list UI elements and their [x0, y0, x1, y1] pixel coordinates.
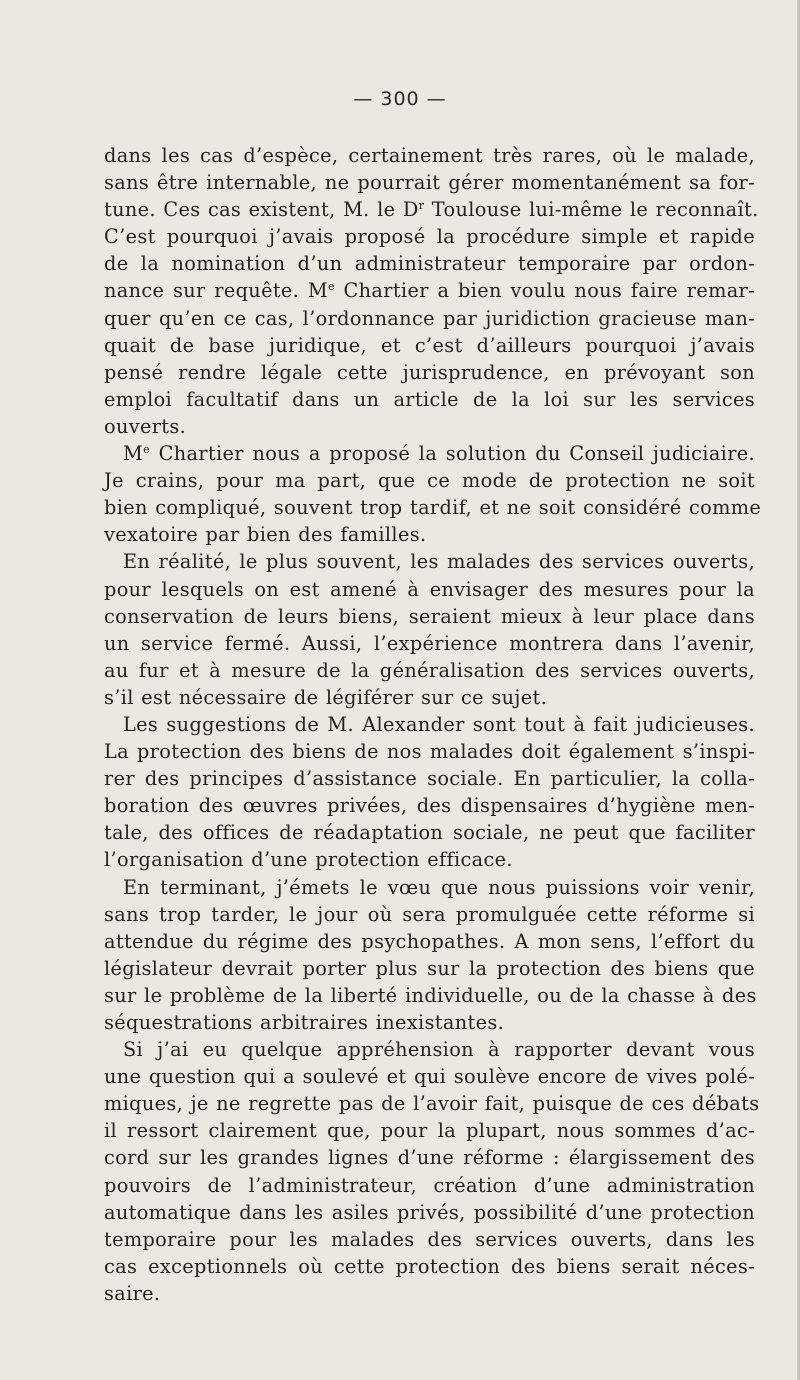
- text-line: pour lesquels on est amené à envisager des mesures pour la: [104, 577, 755, 601]
- text-line: de la nomination d’un administrateur temporaire par ordon-: [104, 252, 755, 276]
- text-line: l’organisation d’une protection efficace.: [104, 848, 513, 872]
- text-line: quer qu’en ce cas, l’ordonnance par juridiction gracieuse man-: [104, 306, 755, 330]
- text-line: au fur et à mesure de la généralisation des services ouverts,: [104, 658, 755, 682]
- text-line: attendue du régime des psychopathes. A mon sens, l’effort du: [104, 929, 755, 953]
- text-line: miques, je ne regrette pas de l’avoir fait, puisque de ces débats: [104, 1092, 760, 1116]
- text-line: tale, des offices de réadaptation sociale, ne peut que faciliter: [104, 821, 755, 845]
- text-line: La protection des biens de nos malades doit également s’inspi-: [104, 740, 755, 764]
- text-line: automatique dans les asiles privés, possibilité d’une protection: [104, 1200, 755, 1224]
- text-line: conservation de leurs biens, seraient mieux à leur place dans: [104, 604, 755, 628]
- body-text: [104, 142, 762, 1307]
- text-line: emploi facultatif dans un article de la loi sur les services: [104, 387, 755, 411]
- text-line: pouvoirs de l’administrateur, création d’une administration: [104, 1173, 755, 1197]
- text-line: législateur devrait porter plus sur la protection des biens que: [104, 956, 755, 980]
- text-line: dans les cas d’espèce, certainement très rares, où le malade,: [104, 144, 755, 167]
- text-line: En réalité, le plus souvent, les malades des services ouverts,: [123, 550, 755, 574]
- text-line: En terminant, j’émets le vœu que nous puissions voir venir,: [123, 875, 755, 899]
- text-line: rer des principes d’assistance sociale. En particulier, la colla-: [104, 767, 755, 791]
- text-line: sans trop tarder, le jour où sera promulguée cette réforme si: [104, 902, 755, 926]
- text-line: pensé rendre légale cette jurisprudence, en prévoyant son: [104, 360, 755, 384]
- text-line: Je crains, pour ma part, que ce mode de protection ne soit: [104, 469, 755, 493]
- text-line: nance sur requête. Me Chartier a bien voulu nous faire remar-: [104, 279, 755, 303]
- text-line: Me Chartier nous a proposé la solution du Conseil judiciaire.: [123, 442, 755, 466]
- text-line: il ressort clairement que, pour la plupart, nous sommes d’ac-: [104, 1119, 755, 1143]
- text-line: sur le problème de la liberté individuelle, ou de la chasse à des: [104, 983, 757, 1007]
- text-line: cord sur les grandes lignes d’une réforme : élargissement des: [104, 1146, 755, 1170]
- text-line: Si j’ai eu quelque appréhension à rapporter devant vous: [123, 1038, 755, 1062]
- text-line: temporaire pour les malades des services ouverts, dans les: [104, 1227, 755, 1251]
- text-line: boration des œuvres privées, des dispensaires d’hygiène men-: [104, 794, 755, 818]
- text-line: saire.: [104, 1281, 161, 1305]
- text-line: quait de base juridique, et c’est d’ailleurs pourquoi j’avais: [104, 333, 755, 357]
- text-line: ouverts.: [104, 414, 187, 438]
- text-line: vexatoire par bien des familles.: [104, 523, 427, 547]
- text-line: sans être internable, ne pourrait gérer momentanément sa for-: [104, 171, 755, 195]
- text-line: C’est pourquoi j’avais proposé la procédure simple et rapide: [104, 225, 755, 249]
- text-line: bien compliqué, souvent trop tardif, et ne soit considéré comme: [104, 496, 762, 520]
- text-line: Les suggestions de M. Alexander sont tout à fait judicieuses.: [123, 712, 755, 736]
- text-line: cas exceptionnels où cette protection des biens serait néces-: [104, 1254, 755, 1278]
- page-number: — 300 —: [353, 88, 447, 110]
- text-line: une question qui a soulevé et qui soulève encore de vives polé-: [104, 1065, 755, 1089]
- text-line: s’il est nécessaire de légiférer sur ce sujet.: [104, 685, 548, 709]
- text-line: séquestrations arbitraires inexistantes.: [104, 1011, 505, 1034]
- text-line: un service fermé. Aussi, l’expérience montrera dans l’avenir,: [104, 631, 755, 655]
- text-line: tune. Ces cas existent, M. le $D^r$ Toulouse lui-même le reconnaît.: [104, 198, 759, 222]
